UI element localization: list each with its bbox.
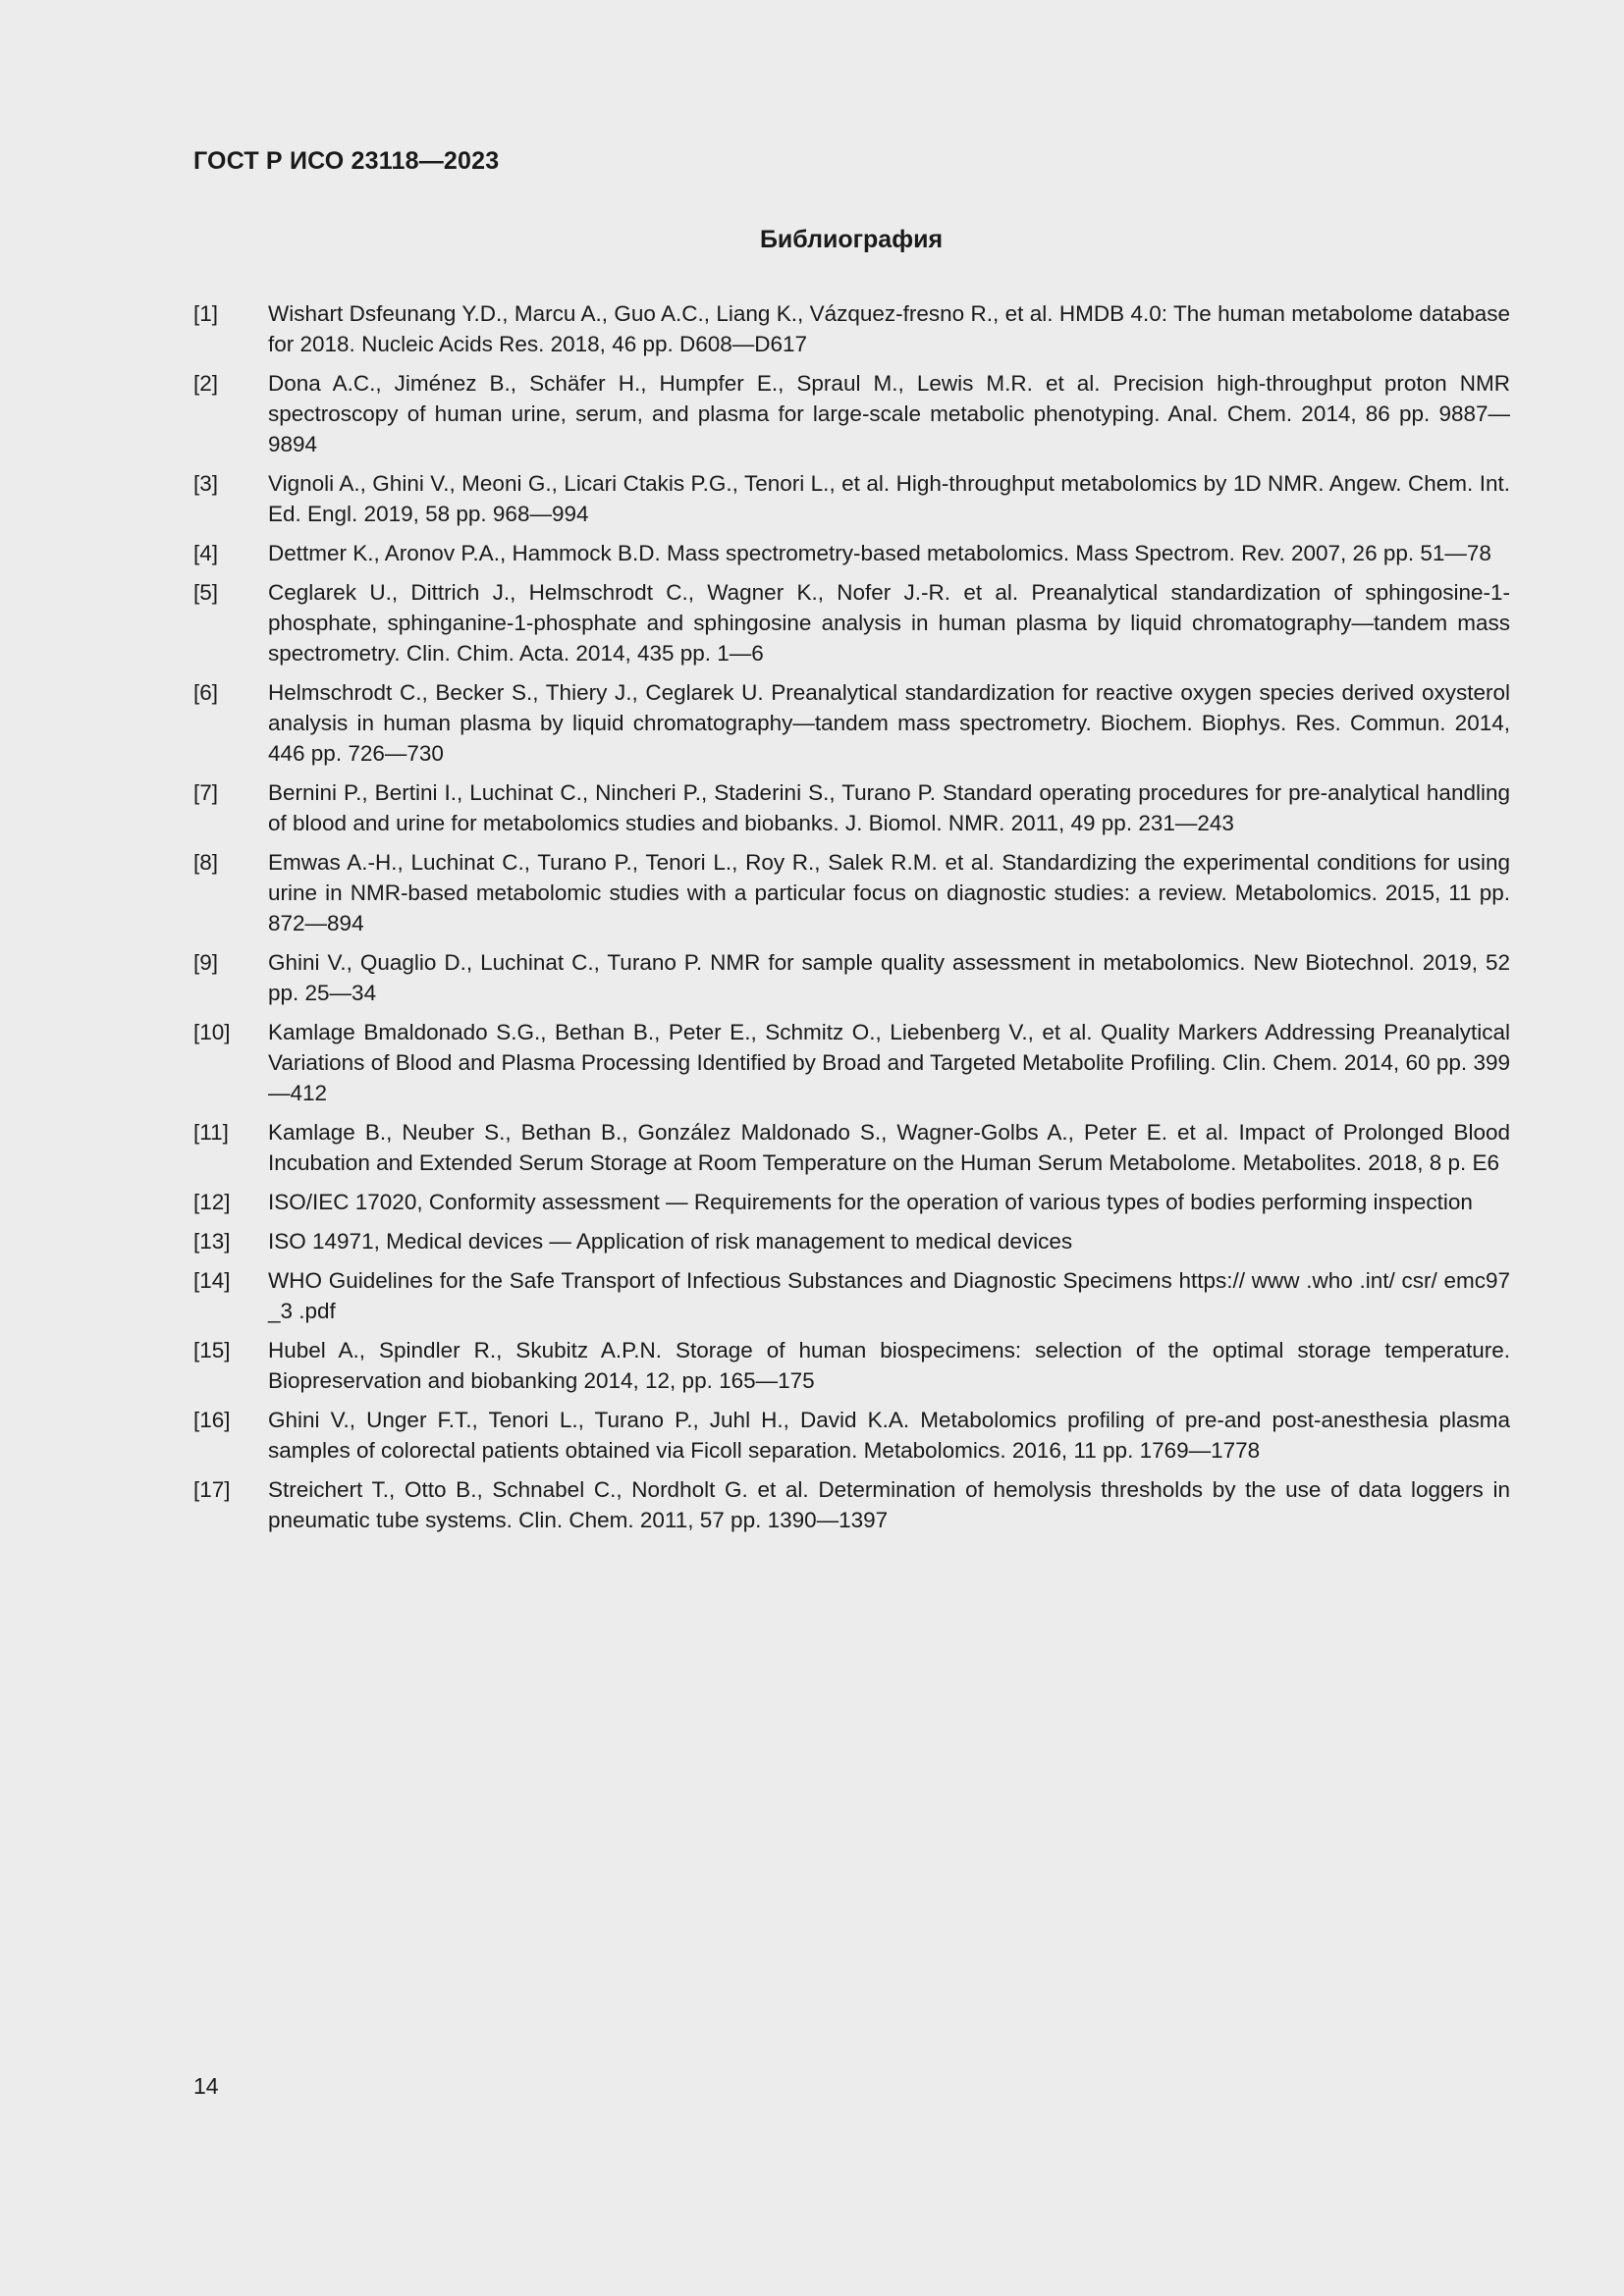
reference-number: [1] xyxy=(193,301,219,326)
reference-text: Vignoli A., Ghini V., Meoni G., Licari Ctakis P.G., Tenori L., et al. High-throughput metabolomics by 1D NMR. Angew. Chem. Int. Ed. Engl. 2019, 58 pp. 968—994 xyxy=(268,471,1510,526)
reference-text: ISO 14971, Medical devices — Application of risk management to medical devices xyxy=(268,1229,1073,1254)
reference-text: Helmschrodt C., Becker S., Thiery J., Ceglarek U. Preanalytical standardization for reactive oxygen species derived oxysterol analysis in human plasma by liquid chromatography—tandem mass spectrometry. Biochem. Biophys. Res. Commun. 2014, 446 pp. 726—730 xyxy=(268,680,1510,766)
reference-text: WHO Guidelines for the Safe Transport of Infectious Substances and Diagnostic Specimens https:// www .who .int/ csr/ emc97 _3 .pdf xyxy=(268,1268,1510,1323)
reference-number: [13] xyxy=(193,1229,231,1254)
reference-item xyxy=(193,1117,1510,1178)
reference-item xyxy=(193,677,1510,769)
reference-item xyxy=(193,577,1510,668)
reference-item xyxy=(193,847,1510,938)
reference-number: [11] xyxy=(193,1120,229,1145)
reference-number: [8] xyxy=(193,850,219,875)
reference-text: Dona A.C., Jiménez B., Schäfer H., Humpfer E., Spraul M., Lewis M.R. et al. Precision high-throughput proton NMR spectroscopy of human urine, serum, and plasma for large-scale metabolic phenotyping. Anal. Chem. 2014, 86 pp. 9887—9894 xyxy=(268,371,1510,456)
reference-text: Streichert T., Otto B., Schnabel C., Nordholt G. et al. Determination of hemolysis thresholds by the use of data loggers in pneumatic tube systems. Clin. Chem. 2011, 57 pp. 1390—1397 xyxy=(268,1477,1510,1532)
reference-number: [7] xyxy=(193,780,219,805)
reference-text: Kamlage B., Neuber S., Bethan B., González Maldonado S., Wagner-Golbs A., Peter E. et al. Impact of Prolonged Blood Incubation and Extended Serum Storage at Room Temperature on the Human Serum Metabolome. Metabolites. 2018, 8 p. E6 xyxy=(268,1120,1510,1175)
reference-text: ISO/IEC 17020, Conformity assessment — Requirements for the operation of various types of bodies performing inspection xyxy=(268,1190,1473,1214)
reference-text: Wishart Dsfeunang Y.D., Marcu A., Guo A.C., Liang K., Vázquez-fresno R., et al. HMDB 4.0: The human metabolome database for 2018. Nucleic Acids Res. 2018, 46 pp. D608—D617 xyxy=(268,301,1510,356)
reference-number: [14] xyxy=(193,1268,231,1293)
reference-item xyxy=(193,947,1510,1008)
reference-item xyxy=(193,538,1510,568)
reference-item xyxy=(193,777,1510,838)
reference-item xyxy=(193,1335,1510,1396)
reference-number: [10] xyxy=(193,1020,231,1044)
reference-item xyxy=(193,1265,1510,1326)
reference-number: [6] xyxy=(193,680,219,705)
reference-item xyxy=(193,298,1510,359)
reference-text: Kamlage Bmaldonado S.G., Bethan B., Peter E., Schmitz O., Liebenberg V., et al. Quality Markers Addressing Preanalytical Variations of Blood and Plasma Processing Identified by Broad and Targeted Metabolite Profiling. Clin. Chem. 2014, 60 pp. 399—412 xyxy=(268,1020,1510,1105)
reference-text: Emwas A.-H., Luchinat C., Turano P., Tenori L., Roy R., Salek R.M. et al. Standardizing the experimental conditions for using urine in NMR-based metabolomic studies with a particular focus on diagnostic studies: a review. Metabolomics. 2015, 11 pp. 872—894 xyxy=(268,850,1510,935)
standard-header: ГОСТ Р ИСО 23118—2023 xyxy=(193,147,500,175)
bibliography-list xyxy=(193,298,1510,1544)
reference-item xyxy=(193,1017,1510,1108)
reference-number: [5] xyxy=(193,580,219,605)
reference-item xyxy=(193,368,1510,459)
reference-text: Ceglarek U., Dittrich J., Helmschrodt C., Wagner K., Nofer J.-R. et al. Preanalytical standardization of sphingosine-1-phosphate, sphinganine-1-phosphate and sphingosine analysis in human plasma by liquid chromatography—tandem mass spectrometry. Clin. Chim. Acta. 2014, 435 pp. 1—6 xyxy=(268,580,1510,666)
reference-text: Hubel A., Spindler R., Skubitz A.P.N. Storage of human biospecimens: selection of the optimal storage temperature. Biopreservation and biobanking 2014, 12, pp. 165—175 xyxy=(268,1338,1510,1393)
reference-number: [15] xyxy=(193,1338,231,1362)
reference-number: [16] xyxy=(193,1408,231,1432)
reference-text: Ghini V., Unger F.T., Tenori L., Turano P., Juhl H., David K.A. Metabolomics profiling of pre-and post-anesthesia plasma samples of colorectal patients obtained via Ficoll separation. Metabolomics. 2016, 11 pp. 1769—1778 xyxy=(268,1408,1510,1463)
section-title: Библиография xyxy=(759,226,944,253)
reference-item xyxy=(193,1405,1510,1466)
reference-number: [9] xyxy=(193,950,219,975)
reference-number: [17] xyxy=(193,1477,231,1502)
reference-item xyxy=(193,1226,1510,1256)
reference-number: [3] xyxy=(193,471,219,496)
reference-text: Ghini V., Quaglio D., Luchinat C., Turano P. NMR for sample quality assessment in metabolomics. New Biotechnol. 2019, 52 pp. 25—34 xyxy=(268,950,1510,1005)
page-number: 14 xyxy=(193,2073,219,2099)
reference-item xyxy=(193,1187,1510,1217)
reference-item xyxy=(193,468,1510,529)
reference-number: [12] xyxy=(193,1190,231,1214)
reference-item xyxy=(193,1474,1510,1535)
reference-number: [2] xyxy=(193,371,219,396)
reference-text: Dettmer K., Aronov P.A., Hammock B.D. Mass spectrometry-based metabolomics. Mass Spectrom. Rev. 2007, 26 pp. 51—78 xyxy=(268,541,1491,565)
reference-text: Bernini P., Bertini I., Luchinat C., Nincheri P., Staderini S., Turano P. Standard operating procedures for pre-analytical handling of blood and urine for metabolomics studies and biobanks. J. Biomol. NMR. 2011, 49 pp. 231—243 xyxy=(268,780,1510,835)
reference-number: [4] xyxy=(193,541,219,565)
